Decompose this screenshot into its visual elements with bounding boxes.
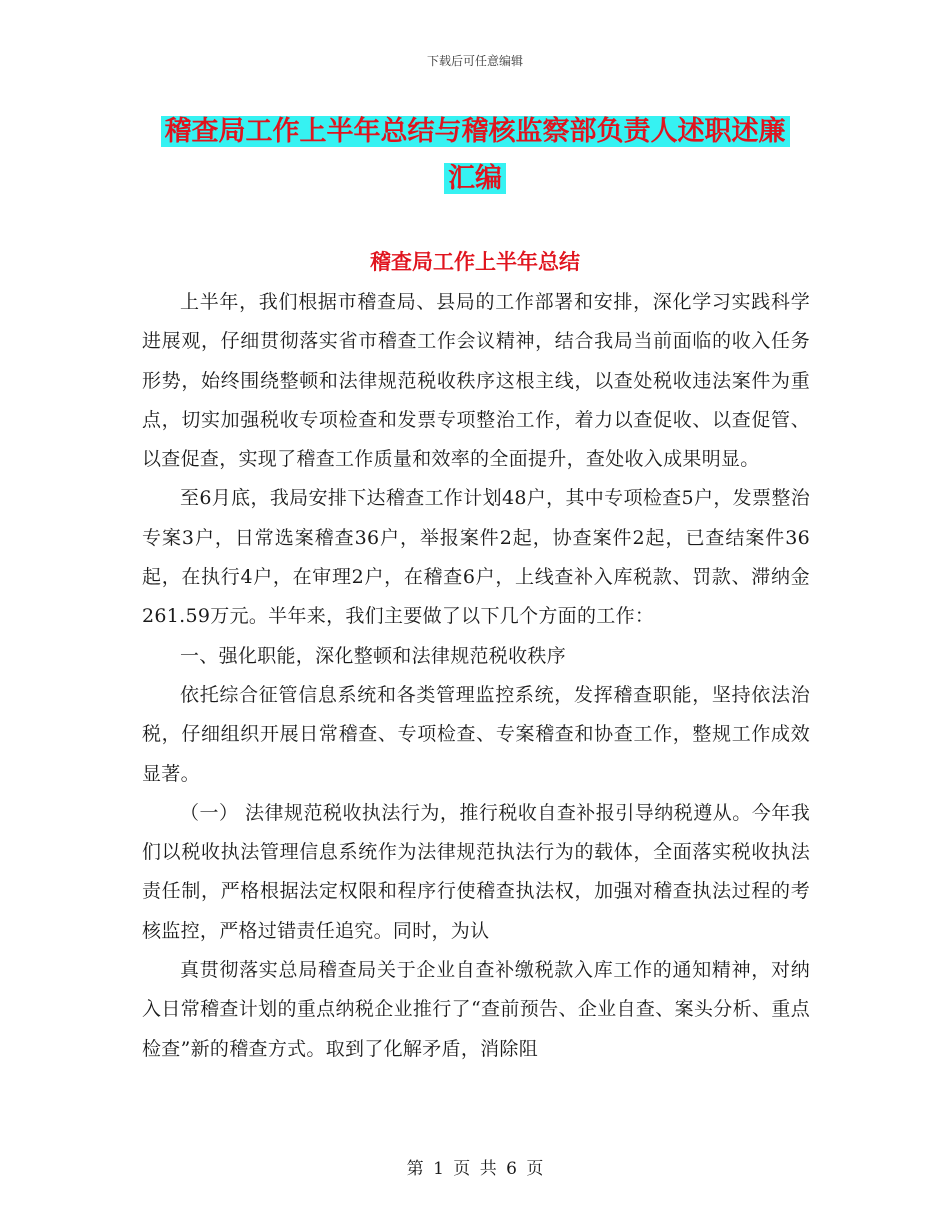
paragraph: 依托综合征管信息系统和各类管理监控系统，发挥稽查职能，坚持依法治税，仔细组织开展日常稽查、专项检查、专案稽查和协查工作，整规工作成效显著。	[142, 683, 810, 785]
document-title-line-1: 稽查局工作上半年总结与稽核监察部负责人述职述廉	[161, 116, 790, 147]
paragraph: 一、强化职能，深化整顿和法律规范税收秩序	[180, 644, 567, 667]
page-footer: 第 1 页 共 6 页	[406, 1159, 544, 1179]
paragraph: 上半年，我们根据市稽查局、县局的工作部署和安排，深化学习实践科学进展观，仔细贯彻落实省市稽查工作会议精神，结合我局当前面临的收入任务形势，始终围绕整顿和法律规范税收秩序这根主线，以查处税收违法案件为重点，切实加强税收专项检查和发票专项整治工作，着力以查促收、以查促管、以查促查，实现了稽查工作质量和效率的全面提升，查处收入成果明显。	[142, 291, 810, 471]
paragraph: 真贯彻落实总局稽查局关于企业自查补缴税款入库工作的通知精神，对纳入日常稽查计划的重点纳税企业推行了“查前预告、企业自查、案头分析、重点检查”新的稽查方式。取到了化解矛盾，消除阻	[142, 959, 810, 1060]
body-text	[142, 283, 810, 1069]
header-note: 下载后可任意编辑	[426, 54, 523, 68]
section-title: 稽查局工作上半年总结	[370, 250, 580, 274]
document-title-line-2: 汇编	[444, 163, 506, 194]
document-title	[120, 108, 830, 202]
paragraph: （一） 法律规范税收执法行为，推行税收自查补报引导纳税遵从。今年我们以税收执法管理信息系统作为法律规范执法行为的载体，全面落实税收执法责任制，严格根据法定权限和程序行使稽查执法权，加强对稽查执法过程的考核监控，严格过错责任追究。同时，为认	[142, 801, 810, 942]
paragraph: 至6月底，我局安排下达稽查工作计划48户，其中专项检查5户，发票整治专案3户，日常选案稽查36户，举报案件2起，协查案件2起，已查结案件36起，在执行4户，在审理2户，在稽查6户，上线查补入库税款、罚款、滞纳金261.59万元。半年来，我们主要做了以下几个方面的工作：	[142, 487, 810, 628]
